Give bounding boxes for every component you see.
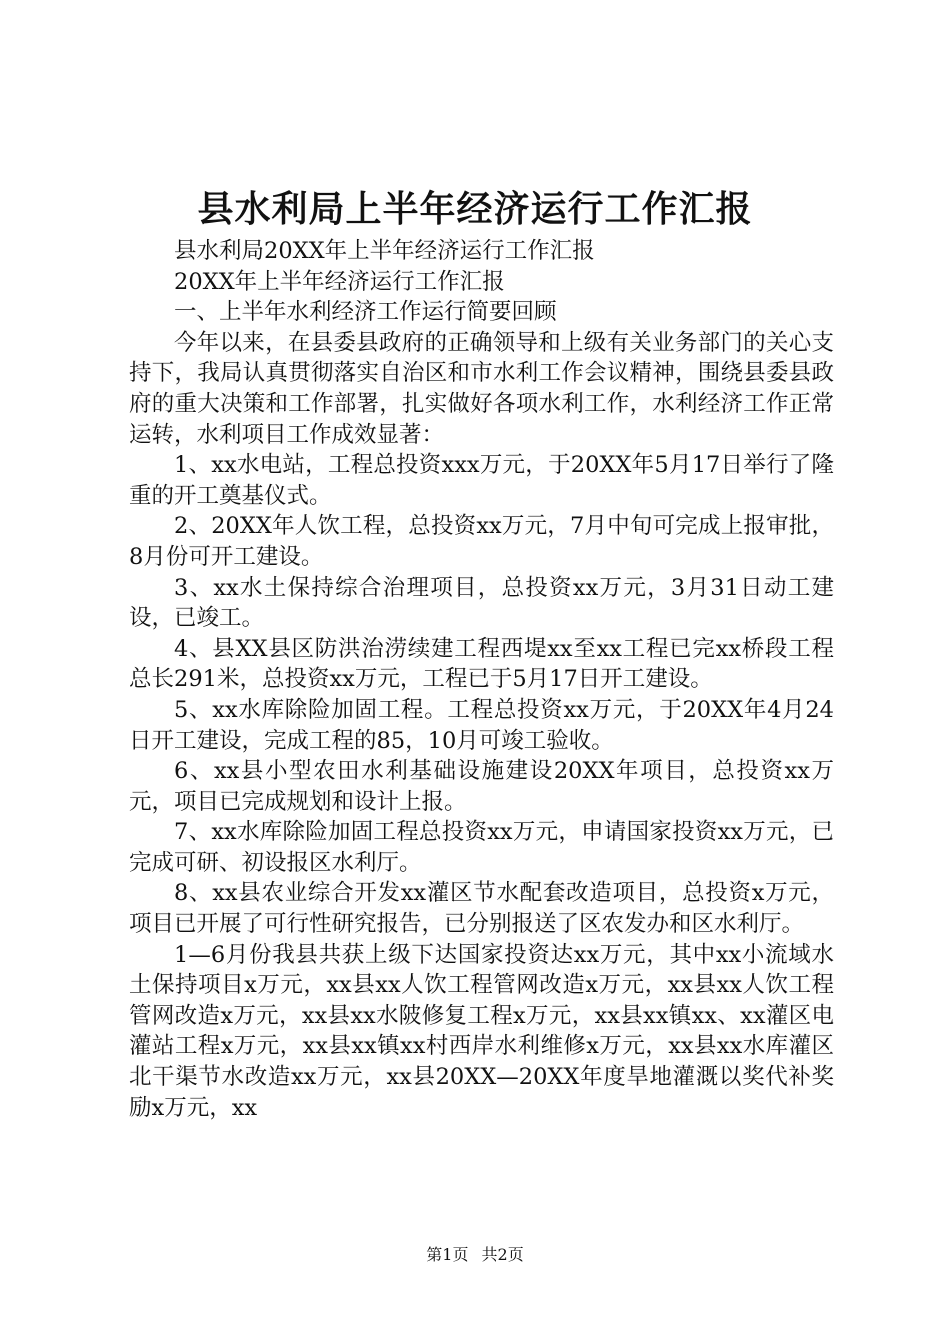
paragraph-subtitle: 县水利局20XX年上半年经济运行工作汇报 — [174, 238, 595, 264]
list-item-3: 3、xx水土保持综合治理项目，总投资xx万元，3月31日动工建设，已竣工。 — [129, 574, 834, 632]
list-item-7: 7、xx水库除险加固工程总投资xx万元，申请国家投资xx万元，已完成可研、初设报区水利厅。 — [129, 819, 834, 876]
paragraph-investment-summary: 1—6月份我县共获上级下达国家投资达xx万元，其中xx小流域水土保持项目x万元，xx县xx人饮工程管网改造x万元，xx县xx人饮工程管网改造x万元，xx县xx水陂修复工程x万元，xx县xx镇xx、xx灌区电灌站工程x万元，xx县xx镇xx村西岸水利维修x万元，xx县xx水库灌区北干渠节水改造xx万元，xx县20XX—20XX年度旱地灌溉以奖代补奖励x万元，xx — [129, 941, 834, 1121]
page-number: 第1页 — [426, 1245, 469, 1264]
paragraph-subtitle-2: 20XX年上半年经济运行工作汇报 — [174, 268, 505, 295]
page-total: 共2页 — [481, 1245, 524, 1264]
list-item-6: 6、xx县小型农田水利基础设施建设20XX年项目，总投资xx万元，项目已完成规划和设计上报。 — [129, 758, 834, 815]
list-item-1: 1、xx水电站，工程总投资xxx万元，于20XX年5月17日举行了隆重的开工奠基仪式。 — [129, 452, 834, 509]
document-title: 县水利局上半年经济运行工作汇报 — [197, 188, 753, 230]
page-footer — [0, 1244, 950, 1266]
list-item-8: 8、xx县农业综合开发xx灌区节水配套改造项目，总投资x万元，项目已开展了可行性研究报告，已分别报送了区农发办和区水利厅。 — [129, 880, 834, 938]
list-item-2: 2、20XX年人饮工程，总投资xx万元，7月中旬可完成上报审批，8月份可开工建设。 — [129, 513, 834, 570]
paragraph-intro: 今年以来，在县委县政府的正确领导和上级有关业务部门的关心支持下，我局认真贯彻落实自治区和市水利工作会议精神，围绕县委县政府的重大决策和工作部署，扎实做好各项水利工作，水利经济工作正常运转，水利项目工作成效显著： — [129, 329, 834, 448]
section-heading: 一、上半年水利经济工作运行简要回顾 — [174, 299, 557, 326]
list-item-4: 4、县XX县区防洪治涝续建工程西堤xx至xx工程已完xx桥段工程总长291米，总投资xx万元，工程已于5月17日开工建设。 — [129, 635, 834, 693]
list-item-5: 5、xx水库除险加固工程。工程总投资xx万元，于20XX年4月24日开工建设，完成工程的85，10月可竣工验收。 — [129, 696, 834, 754]
document-body — [129, 236, 834, 1123]
